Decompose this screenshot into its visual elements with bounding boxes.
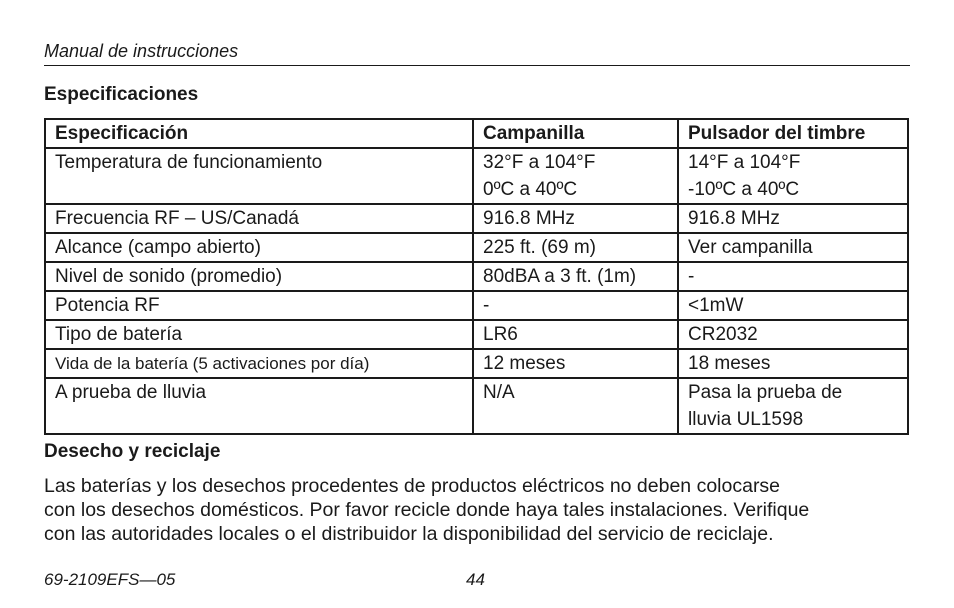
cell-line: 14°F a 104°F xyxy=(688,152,801,173)
table-row xyxy=(45,378,908,434)
button-cell: - xyxy=(678,262,908,291)
cell-line: lluvia UL1598 xyxy=(688,409,804,430)
spec-cell: A prueba de lluvia xyxy=(45,378,473,434)
paragraph-line: Las baterías y los desechos procedentes de productos eléctricos no deben colocarse xyxy=(44,475,781,497)
table-row xyxy=(45,291,908,320)
column-header-chime: Campanilla xyxy=(473,119,678,148)
spec-cell: Potencia RF xyxy=(45,291,473,320)
spec-cell: Alcance (campo abierto) xyxy=(45,233,473,262)
chime-cell: LR6 xyxy=(473,320,678,349)
disposal-paragraph xyxy=(44,474,924,546)
cell-line: 32°F a 104°F xyxy=(483,152,596,173)
cell-line: -10ºC a 40ºC xyxy=(688,179,800,200)
spec-cell: Temperatura de funcionamiento xyxy=(45,148,473,204)
document-number: 69-2109EFS—05 xyxy=(44,570,176,589)
table-header-row xyxy=(45,119,908,148)
page-header xyxy=(44,40,910,66)
table-row xyxy=(45,320,908,349)
column-header-specification: Especificación xyxy=(45,119,473,148)
specifications-table xyxy=(44,118,909,435)
page-number: 44 xyxy=(466,570,485,589)
spec-cell: Vida de la batería (5 activaciones por día) xyxy=(45,349,473,378)
manual-title: Manual de instrucciones xyxy=(44,41,239,61)
spec-cell: Frecuencia RF – US/Canadá xyxy=(45,204,473,233)
paragraph-line: con las autoridades locales o el distribuidor la disponibilidad del servicio de reciclaje. xyxy=(44,523,774,545)
chime-cell: 916.8 MHz xyxy=(473,204,678,233)
chime-cell: N/A xyxy=(473,378,678,434)
table-row xyxy=(45,262,908,291)
table-row xyxy=(45,148,908,204)
table-row xyxy=(45,204,908,233)
chime-cell: 225 ft. (69 m) xyxy=(473,233,678,262)
paragraph-line: con los desechos domésticos. Por favor recicle donde haya tales instalaciones. Verifique xyxy=(44,499,810,521)
chime-cell: 12 meses xyxy=(473,349,678,378)
disposal-heading: Desecho y reciclaje xyxy=(44,441,221,462)
spec-cell: Nivel de sonido (promedio) xyxy=(45,262,473,291)
button-cell xyxy=(678,378,908,434)
button-cell: Ver campanilla xyxy=(678,233,908,262)
cell-line: Pasa la prueba de xyxy=(688,382,843,403)
chime-cell xyxy=(473,148,678,204)
button-cell: <1mW xyxy=(678,291,908,320)
chime-cell: 80dBA a 3 ft. (1m) xyxy=(473,262,678,291)
cell-line: 0ºC a 40ºC xyxy=(483,179,578,200)
column-header-button: Pulsador del timbre xyxy=(678,119,908,148)
chime-cell: - xyxy=(473,291,678,320)
spec-cell: Tipo de batería xyxy=(45,320,473,349)
table-row xyxy=(45,349,908,378)
specifications-heading: Especificaciones xyxy=(44,84,199,105)
table-row xyxy=(45,233,908,262)
button-cell: CR2032 xyxy=(678,320,908,349)
button-cell: 18 meses xyxy=(678,349,908,378)
button-cell xyxy=(678,148,908,204)
button-cell: 916.8 MHz xyxy=(678,204,908,233)
